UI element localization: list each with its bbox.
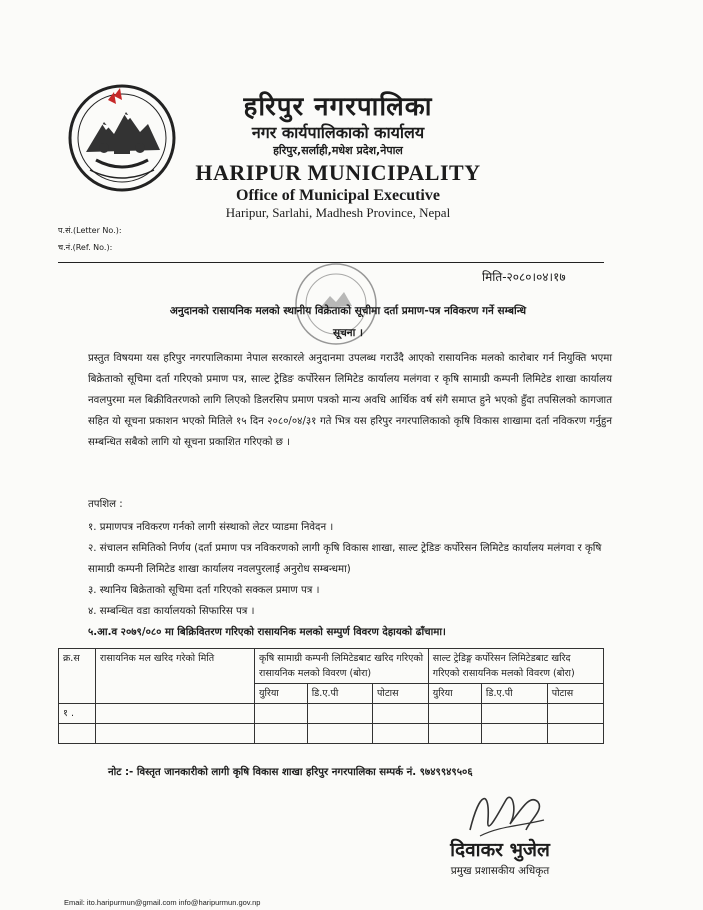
list-item: २. संचालन समितिको निर्णय (दर्ता प्रमाण पत्र नविकरणको लागी कृषि विकास शाखा, साल्ट ट्रेडिङ कर्पोरेसन लिमिटेड कार्यालय मलंगवा र कृषि सामाग्री कम्पनी लिमिटेड शाखा कार्यालय नवलपुरलाई अनुरोध सम्बन्धमा) [88, 543, 602, 575]
table-cell [481, 724, 547, 744]
list-item: १. प्रमाणपत्र नविकरण गर्नको लागी संस्थाको लेटर प्याडमा निवेदन । [88, 522, 334, 533]
table-header-row [59, 649, 604, 684]
address-nepali: हरिपुर,सर्लाही,मधेश प्रदेश,नेपाल [273, 144, 403, 157]
list-item: ४. सम्बन्धित वडा कार्यालयको सिफारिस पत्र । [88, 606, 255, 617]
letter-number: प.सं.(Letter No.): [58, 226, 122, 235]
table-cell [547, 704, 603, 724]
table-header-cell: रासायनिक मल खरिद गरेको मिति [96, 649, 255, 704]
list-heading: तपशिल : [88, 499, 123, 510]
subject-line-2: सूचना । [333, 327, 363, 339]
municipality-name-nepali: हरिपुर नगरपालिका [243, 92, 433, 122]
letterhead [188, 92, 488, 221]
reference-block [58, 222, 122, 256]
nepal-emblem-logo [66, 82, 178, 194]
table-cell [481, 704, 547, 724]
list-item: ३. स्थानिय बिक्रेताको सूचिमा दर्ता गरिएको सक्कल प्रमाण पत्र । [88, 585, 320, 596]
table-header-cell: कृषि सामाग्री कम्पनी लिमिटेडबाट खरिद गरिएको रासायनिक मलको विवरण (बोरा) [255, 649, 429, 684]
contact-note: नोट :- विस्तृत जानकारीको लागी कृषि विकास शाखा हरिपुर नगरपालिका सम्पर्क नं. ९७४९९४९५०६ [108, 767, 473, 778]
table-cell [96, 704, 255, 724]
table-cell: १ . [59, 704, 96, 724]
table-cell [307, 704, 372, 724]
table-cell [428, 724, 481, 744]
table-cell [255, 724, 308, 744]
table-cell [59, 724, 96, 744]
requirements-list [88, 494, 614, 643]
signatory-name: दिवाकर भुजेल [450, 839, 550, 861]
table-header-cell: डि.ए.पी [481, 684, 547, 704]
footer-email: Email: ito.haripurmun@gmail.com info@haripurmun.gov.np [64, 898, 261, 907]
table-row [59, 724, 604, 744]
table-header-cell: पोटास [372, 684, 428, 704]
municipality-name-english: HARIPUR MUNICIPALITY [195, 160, 481, 185]
fertilizer-detail-table [58, 648, 604, 744]
office-name-english: Office of Municipal Executive [236, 187, 440, 204]
signatory-designation: प्रमुख प्रशासकीय अधिकृत [450, 865, 550, 877]
table-cell [547, 724, 603, 744]
list-item: ५.आ.व २०७९/०८० मा बिक्रिवितरण गरिएको रासायनिक मलको सम्पुर्ण विवरण देहायको ढाँचामा। [88, 627, 446, 638]
table-header-cell: युरिया [428, 684, 481, 704]
table-row [59, 704, 604, 724]
table-header-cell: साल्ट ट्रेडिङ्ग कर्पोरेसन लिमिटेडबाट खरिद गरिएको रासायनिक मलको विवरण (बोरा) [428, 649, 603, 684]
table-cell [96, 724, 255, 744]
table-cell [255, 704, 308, 724]
table-cell [307, 724, 372, 744]
table-header-cell: पोटास [547, 684, 603, 704]
body-paragraph: प्रस्तुत विषयमा यस हरिपुर नगरपालिकामा नेपाल सरकारले अनुदानमा उपलब्ध गराउँदै आएको रासायनिक मलको कारोबार गर्न नियुक्ति भएमा बिक्रेताको सूचिमा दर्ता गरिएको प्रमाण पत्र, साल्ट ट्रेडिङ कर्पोरेसन लिमिटेड कार्यालय मलंगवा र कृषि सामाग्री कम्पनी लिमिटेड शाखा कार्यालय नवलपुरमा मल बिक्रीवितरणको लागि लिएको डिलरसिप प्रमाण पत्रको मान्य अवधि आर्थिक वर्ष संगै समाप्त हुने भएको हुँदा तपसिलको कागजात सहित यो सूचना प्रकाशन भएको मितिले १५ दिन २०८०/०४/३१ गते भित्र यस हरिपुर नगरपालिकाको कृषि विकास शाखामा दर्ता नविकरण गर्नुहुन सम्बन्धित सबैको लागि यो सूचना प्रकाशित गरिएको छ । [88, 353, 612, 448]
table-cell [428, 704, 481, 724]
ref-number: च.नं.(Ref. No.): [58, 243, 113, 252]
subject-heading [108, 300, 588, 344]
address-english: Haripur, Sarlahi, Madhesh Province, Nepal [225, 205, 451, 220]
letter-date: मिति-२०८०।०४।१७ [482, 270, 566, 284]
handwritten-signature [460, 780, 550, 844]
table-cell [372, 724, 428, 744]
office-name-nepali: नगर कार्यपालिकाको कार्यालय [251, 123, 425, 142]
table-header-cell: डि.ए.पी [307, 684, 372, 704]
table-header-cell: क्र.स [59, 649, 96, 704]
table-cell [372, 704, 428, 724]
subject-line-1: अनुदानको रासायनिक मलको स्थानीय विक्रेताको सूचीमा दर्ता प्रमाण-पत्र नविकरण गर्ने सम्बन्धि [169, 305, 527, 317]
signatory-block [420, 836, 580, 878]
table-header-cell: युरिया [255, 684, 308, 704]
